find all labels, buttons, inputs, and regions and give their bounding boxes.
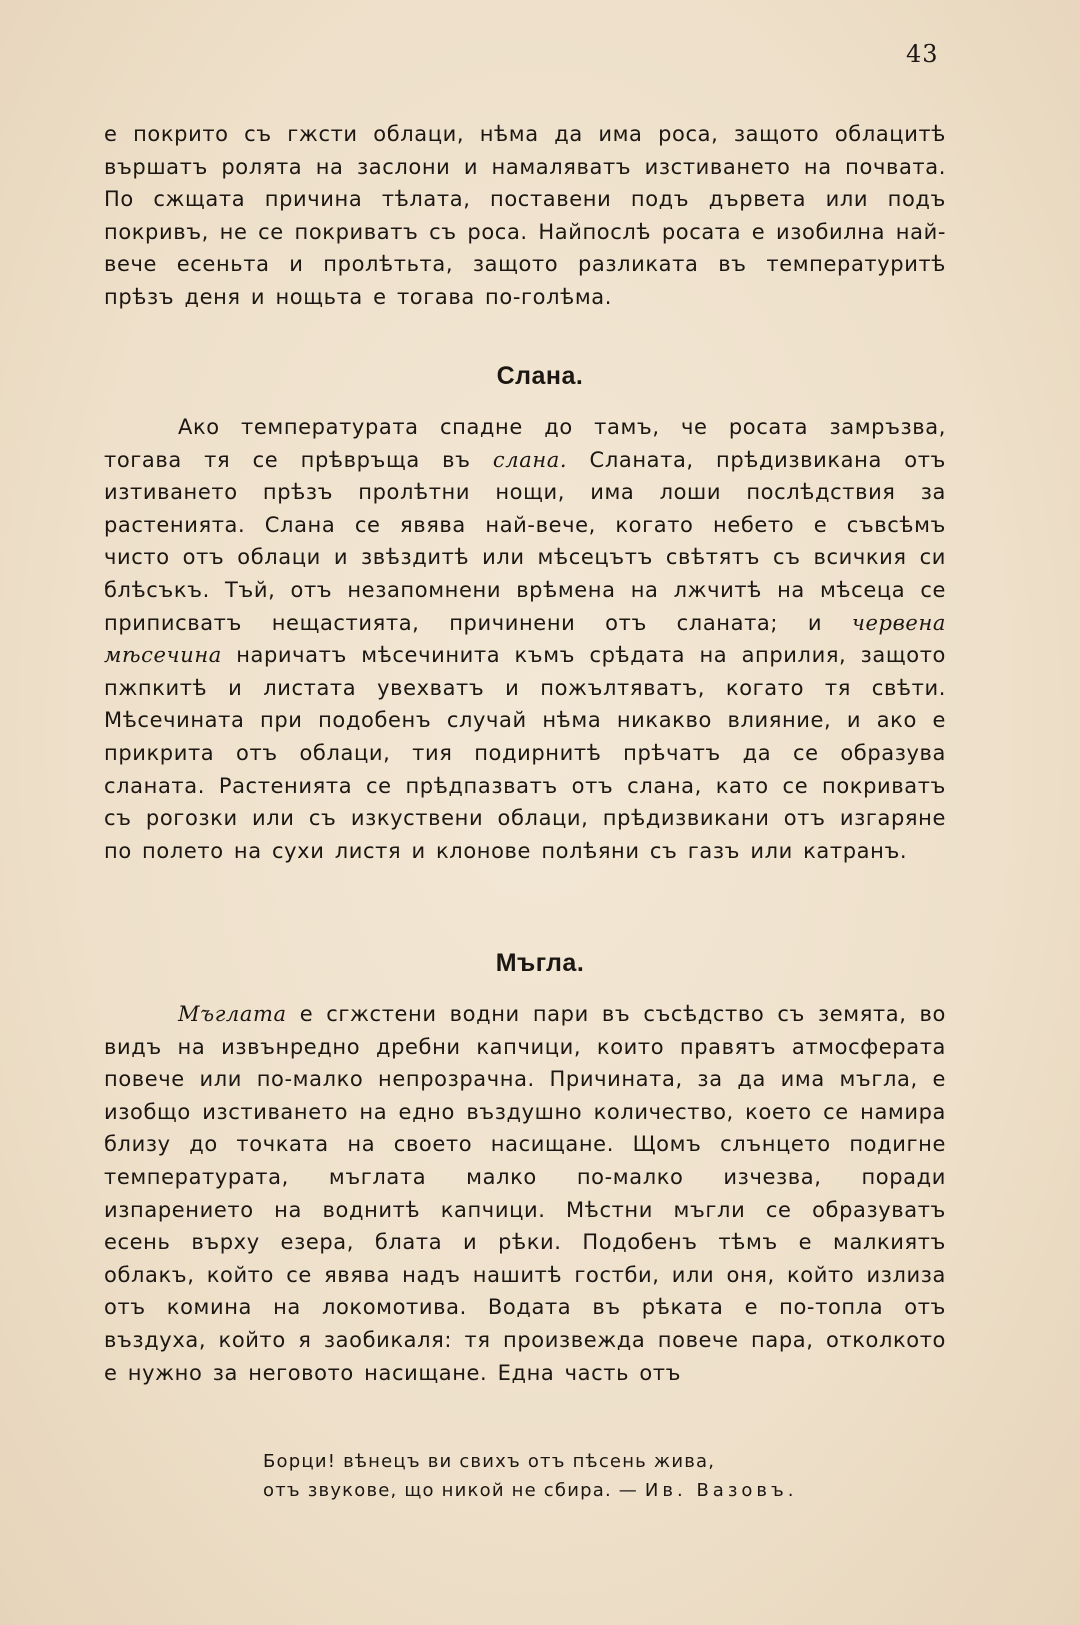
paragraph-text: е покрито съ гжсти облаци, нѣма да има роса, защото облацитѣ вършатъ ролята на заслони и намаляватъ изстиването на почвата. По сжщата причина тѣлата, поставени подъ дървета или подъ покривъ, не се покриватъ съ роса. Найпослѣ росата е изобилна най-вече есеньта и пролѣтьта, защото разликата въ температуритѣ прѣзъ деня и нощьта е тогава по-голѣма. [104,122,946,309]
text-run: Ако температурата спадне до тамъ, че росата замръзва, тогава тя се прѣвръща въ [104,415,946,472]
paragraph-dew-continued [104,118,946,314]
text-run: е сгжстени водни пари въ съсѣдство съ земята, во видъ на извънредно дребни капчици, които правятъ атмосферата повече или по-малко непрозрачна. Причината, за да има мъгла, е изобщо изстиването на едно въздушно количество, което се намира близу до точката на своето насищане. Щомъ слънцето подигне температурата, мъглата малко по-малко изчезва, поради изпарението на воднитѣ капчици. Мѣстни мъгли се образуватъ есень върху езера, блата и рѣки. Подобенъ тѣмъ е малкиятъ облакъ, който се явява надъ нашитѣ гостби, или оня, който излиза отъ комина на локомотива. Водата въ рѣката е по-топла отъ въздуха, който я заобикаля: тя произвежда повече пара, отколкото е нужно за неговото насищане. Една часть отъ [104,1002,946,1385]
emphasis-term: Мъглата [178,1002,287,1026]
quote-author: Ив. Вазовъ. [644,1480,798,1501]
paragraph-frost [104,411,946,867]
emphasis-term: слана. [492,447,568,472]
section-heading-frost: Слана. [496,362,584,390]
quote-line [263,1476,797,1505]
text-run: наричатъ мѣсечинита къмъ срѣдата на априлия, защото пжпкитѣ и листата увехватъ и пожълтяватъ, когато тя свѣти. Мѣсечината при подобенъ случай нѣма никакво влияние, и ако е прикрита отъ облаци, тия подирнитѣ прѣчатъ да се образува сланата. Растенията се прѣдпазватъ отъ слана, като се покриватъ съ рогозки или съ изкуствени облаци, прѣдизвикани отъ изгаряне по полето на сухи листя и клонове полѣяни съ газъ или катранъ. [104,643,946,863]
paragraph-fog [104,998,946,1389]
quote-text: отъ звукове, що никой не сбира. — [263,1480,645,1501]
quote-line: Борци! вѣнецъ ви свихъ отъ пѣсень жива, [263,1451,716,1472]
footer-quote [263,1447,797,1505]
emphasis-term: червена мѣсечина [104,610,946,668]
section-heading-fog: Мъгла. [495,949,585,977]
text-run: Сланата, прѣдизвикана отъ изтиването прѣзъ пролѣтни нощи, има лоши послѣдствия за растенията. Слана се явява най-вече, когато небето е съвсѣмъ чисто отъ облаци и звѣздитѣ или мѣсецътъ свѣтятъ съ всичкия си блѣсъкъ. Тъй, отъ незапомнени врѣмена на лжчитѣ на мѣсеца се приписватъ нещастията, причинени отъ сланата; и [104,447,946,635]
page-number: 43 [906,40,939,68]
